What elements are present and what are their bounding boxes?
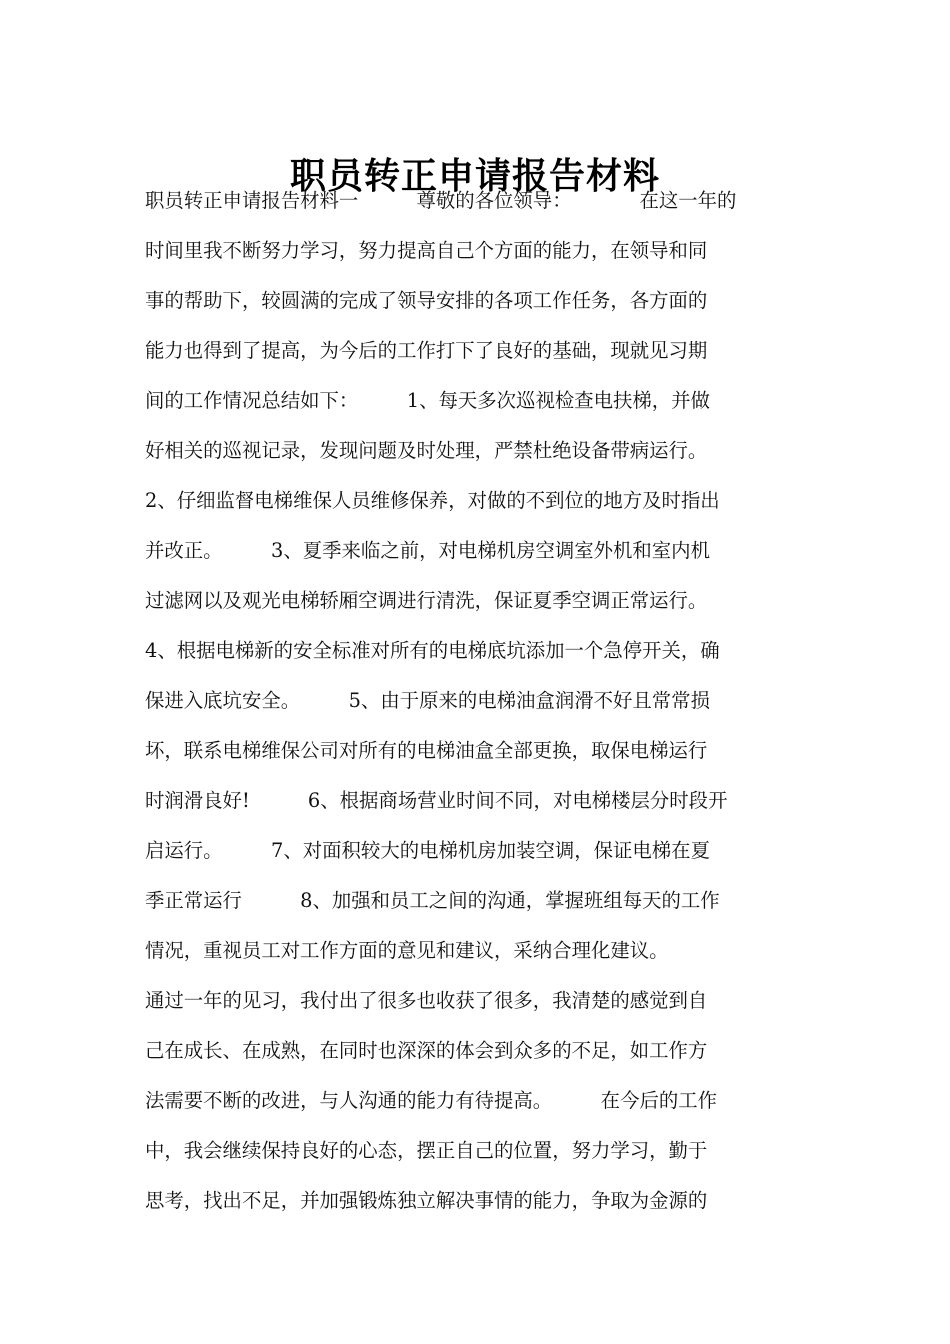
body-line: 过滤网以及观光电梯轿厢空调进行清洗，保证夏季空调正常运行。 <box>145 589 708 612</box>
document-title: 职员转正申请报告材料 <box>289 156 660 198</box>
body-line: 时间里我不断努力学习，努力提高自己个方面的能力，在领导和同 <box>145 239 708 262</box>
body-line: 中，我会继续保持良好的心态，摆正自己的位置，努力学习，勤于 <box>145 1139 708 1162</box>
body-line: 事的帮助下，较圆满的完成了领导安排的各项工作任务，各方面的 <box>145 289 708 312</box>
body-line: 通过一年的见习，我付出了很多也收获了很多，我清楚的感觉到自 <box>145 989 708 1012</box>
body-line: 能力也得到了提高，为今后的工作打下了良好的基础，现就见习期 <box>145 339 708 362</box>
body-line: 时润滑良好! 6、根据商场营业时间不同，对电梯楼层分时段开 <box>145 789 728 812</box>
body-line: 思考，找出不足，并加强锻炼独立解决事情的能力，争取为金源的 <box>145 1189 708 1212</box>
body-line: 法需要不断的改进，与人沟通的能力有待提高。 在今后的工作 <box>145 1089 718 1112</box>
body-line: 2、仔细监督电梯维保人员维修保养，对做的不到位的地方及时指出 <box>145 489 720 512</box>
body-line: 4、根据电梯新的安全标准对所有的电梯底坑添加一个急停开关，确 <box>145 639 720 662</box>
body-line: 坏，联系电梯维保公司对所有的电梯油盒全部更换，取保电梯运行 <box>145 739 708 762</box>
body-line: 并改正。 3、夏季来临之前，对电梯机房空调室外机和室内机 <box>145 539 710 562</box>
document-body <box>145 176 807 1226</box>
body-line: 职员转正申请报告材料一 尊敬的各位领导： 在这一年的 <box>145 189 737 212</box>
body-line: 启运行。 7、对面积较大的电梯机房加装空调，保证电梯在夏 <box>145 839 710 862</box>
body-line: 己在成长、在成熟，在同时也深深的体会到众多的不足，如工作方 <box>145 1039 708 1062</box>
body-line: 季正常运行 8、加强和员工之间的沟通，掌握班组每天的工作 <box>145 889 720 912</box>
body-line: 间的工作情况总结如下： 1、每天多次巡视检查电扶梯，并做 <box>145 389 710 412</box>
body-line: 保进入底坑安全。 5、由于原来的电梯油盒润滑不好且常常损 <box>145 689 710 712</box>
body-line: 好相关的巡视记录，发现问题及时处理，严禁杜绝设备带病运行。 <box>145 439 708 462</box>
body-line: 情况，重视员工对工作方面的意见和建议，采纳合理化建议。 <box>145 939 669 962</box>
